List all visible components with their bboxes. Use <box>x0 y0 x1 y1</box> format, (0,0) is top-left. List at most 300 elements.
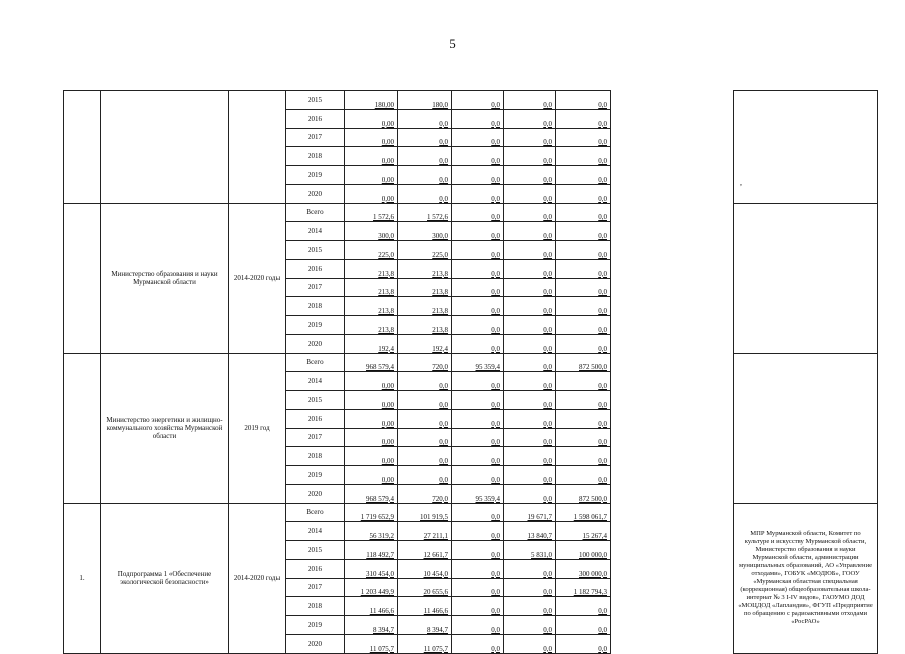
value-cell <box>398 334 452 353</box>
value-cell <box>345 109 398 128</box>
value-text: 27 211,1 <box>423 532 448 540</box>
year-cell: 2014 <box>286 522 345 541</box>
row-number <box>64 203 101 353</box>
executors <box>734 353 878 503</box>
year-cell: 2015 <box>286 541 345 560</box>
value-cell <box>398 166 452 185</box>
year-cell: 2018 <box>286 297 345 316</box>
value-text: 0,00 <box>381 382 394 390</box>
value-cell <box>504 522 556 541</box>
value-cell <box>504 409 556 428</box>
table-row <box>64 91 878 110</box>
value-text: 0,0 <box>543 344 552 353</box>
value-cell <box>345 128 398 147</box>
value-cell <box>504 184 556 203</box>
value-text: 56 319,2 <box>369 532 394 540</box>
value-cell <box>452 91 504 110</box>
value-cell <box>556 522 611 541</box>
value-cell <box>398 447 452 466</box>
value-cell <box>504 109 556 128</box>
value-text: 1 203 449,9 <box>360 588 394 597</box>
row-number: 1. <box>64 503 101 653</box>
value-text: 0,0 <box>439 438 448 447</box>
value-text: 11 466,6 <box>369 607 394 615</box>
value-cell <box>398 541 452 560</box>
table-row <box>64 203 878 222</box>
value-cell <box>504 541 556 560</box>
value-cell <box>504 91 556 110</box>
value-text: 300 000,0 <box>579 569 607 578</box>
value-cell <box>452 203 504 222</box>
value-cell <box>504 222 556 241</box>
value-text: 95 359,4 <box>475 363 500 372</box>
value-text: 0,0 <box>491 532 500 540</box>
year-cell: 2017 <box>286 278 345 297</box>
value-text: 213,8 <box>432 307 448 315</box>
value-text: 0,0 <box>491 475 500 484</box>
value-text: 0,0 <box>491 288 500 297</box>
value-cell <box>345 484 398 503</box>
value-cell <box>345 147 398 166</box>
value-text: 0,0 <box>491 250 500 259</box>
value-text: 0,0 <box>439 457 448 465</box>
value-cell <box>398 297 452 316</box>
year-cell: 2020 <box>286 184 345 203</box>
value-cell <box>504 353 556 372</box>
value-text: 0,0 <box>491 607 500 615</box>
year-cell: 2015 <box>286 91 345 110</box>
year-cell: 2015 <box>286 391 345 410</box>
value-cell <box>556 259 611 278</box>
period <box>229 91 286 204</box>
empty-column <box>611 503 734 653</box>
value-text: 0,0 <box>543 232 552 240</box>
value-text: 0,0 <box>439 194 448 203</box>
value-text: 0,0 <box>598 607 607 615</box>
value-cell <box>398 466 452 485</box>
value-text: 0,0 <box>598 119 607 128</box>
value-cell <box>504 391 556 410</box>
value-text: 11 466,6 <box>423 607 448 615</box>
value-cell <box>556 334 611 353</box>
value-text: 310 454,0 <box>366 569 394 578</box>
value-text: 101 919,5 <box>420 513 448 522</box>
executors <box>734 203 878 353</box>
value-cell <box>398 222 452 241</box>
value-text: 0,0 <box>598 138 607 147</box>
value-cell <box>398 559 452 578</box>
value-text: 0,0 <box>543 269 552 278</box>
value-text: 0,0 <box>543 644 552 653</box>
value-text: 1 572,6 <box>373 213 394 222</box>
year-cell: 2019 <box>286 616 345 635</box>
empty-column <box>611 353 734 503</box>
value-text: 0,0 <box>543 625 552 634</box>
row-number <box>64 353 101 503</box>
value-text: 0,0 <box>491 569 500 578</box>
value-text: 0,0 <box>491 194 500 203</box>
value-cell <box>504 259 556 278</box>
value-text: 8 394,7 <box>427 625 448 634</box>
value-text: 0,0 <box>543 569 552 578</box>
value-cell <box>556 428 611 447</box>
value-text: 872 500,0 <box>579 363 607 372</box>
value-text: 0,0 <box>439 175 448 184</box>
value-text: 0,00 <box>381 157 394 165</box>
value-cell <box>504 597 556 616</box>
value-cell <box>398 353 452 372</box>
value-text: 300,0 <box>378 232 394 240</box>
value-text: 300,0 <box>432 232 448 240</box>
value-cell <box>345 184 398 203</box>
value-text: 0,0 <box>439 119 448 128</box>
value-cell <box>398 241 452 260</box>
value-cell <box>556 466 611 485</box>
value-text: 0,00 <box>381 438 394 447</box>
value-text: 15 267,4 <box>582 532 607 540</box>
executors: МПР Мурманской области, Комитет по культуре и искусству Мурманской области, Министерство образования и науки Мурманской области, администрации муниципальных образований, АО «Управление отходами», ГОБУК «МОДЮБ», ГООУ «Мурманская областная специальная (коррекционная) общеобразовательная школа-интернат № 3 I-IV видов», ГАОУМО ДОД «МОЦДОД «Лапландия», ФГУП «Предприятие по обращению с радиоактивными отходами «РосРАО» <box>734 503 878 653</box>
value-text: 0,00 <box>381 400 394 409</box>
value-text: 0,0 <box>598 325 607 334</box>
program-name: Министерство энергетики и жилищно-коммунального хозяйства Мурманской области <box>101 353 229 503</box>
value-text: 0,0 <box>598 213 607 222</box>
value-cell <box>452 278 504 297</box>
value-text: 1 572,6 <box>427 213 448 222</box>
value-text: 0,0 <box>491 400 500 409</box>
program-name: Подпрограмма 1 «Обеспечение экологической безопасности» <box>101 503 229 653</box>
value-cell <box>556 578 611 597</box>
value-cell <box>504 559 556 578</box>
year-cell: 2019 <box>286 466 345 485</box>
value-cell <box>556 203 611 222</box>
value-text: 0,0 <box>598 438 607 447</box>
value-text: 5 831,0 <box>531 550 552 559</box>
value-cell <box>504 484 556 503</box>
period: 2019 год <box>229 353 286 503</box>
value-cell <box>556 447 611 466</box>
value-cell <box>345 91 398 110</box>
value-text: 0,00 <box>381 119 394 128</box>
value-cell <box>345 409 398 428</box>
value-cell <box>556 166 611 185</box>
value-text: 0,0 <box>543 607 552 615</box>
value-cell <box>398 203 452 222</box>
year-cell: 2015 <box>286 241 345 260</box>
value-cell <box>398 597 452 616</box>
value-cell <box>452 484 504 503</box>
year-cell: 2017 <box>286 578 345 597</box>
table-row <box>64 503 878 522</box>
value-text: 225,0 <box>432 250 448 259</box>
value-text: 0,0 <box>491 100 500 109</box>
value-text: 180,0 <box>432 100 448 109</box>
value-text: 0,0 <box>598 100 607 109</box>
value-text: 213,8 <box>432 269 448 278</box>
value-text: 0,0 <box>543 194 552 203</box>
value-text: 0,0 <box>598 175 607 184</box>
value-cell <box>398 278 452 297</box>
program-name <box>101 91 229 204</box>
value-cell <box>398 147 452 166</box>
value-text: 213,8 <box>378 288 394 297</box>
value-text: 0,0 <box>491 644 500 653</box>
value-cell <box>556 147 611 166</box>
value-text: 0,0 <box>598 288 607 297</box>
value-text: 0,0 <box>491 232 500 240</box>
value-text: 0,00 <box>381 457 394 465</box>
value-cell <box>398 91 452 110</box>
value-cell <box>452 316 504 335</box>
value-cell <box>452 616 504 635</box>
value-cell <box>556 241 611 260</box>
value-cell <box>556 353 611 372</box>
value-text: 100 000,0 <box>579 550 607 559</box>
value-cell <box>452 597 504 616</box>
value-cell <box>398 391 452 410</box>
value-cell <box>556 278 611 297</box>
value-text: 13 840,7 <box>527 532 552 540</box>
value-text: 0,0 <box>491 138 500 147</box>
value-cell <box>345 541 398 560</box>
year-cell: 2018 <box>286 597 345 616</box>
value-text: 213,8 <box>432 325 448 334</box>
value-cell <box>556 503 611 522</box>
value-cell <box>504 316 556 335</box>
value-text: 0,0 <box>491 625 500 634</box>
value-cell <box>452 297 504 316</box>
value-text: 0,0 <box>491 213 500 222</box>
value-cell <box>345 447 398 466</box>
value-text: 0,0 <box>491 382 500 390</box>
value-text: 0,0 <box>543 157 552 165</box>
value-cell <box>556 391 611 410</box>
value-text: 0,0 <box>543 307 552 315</box>
year-cell: 2019 <box>286 316 345 335</box>
value-cell <box>452 522 504 541</box>
value-cell <box>398 184 452 203</box>
value-text: 0,0 <box>439 138 448 147</box>
value-cell <box>345 391 398 410</box>
value-text: 0,0 <box>491 157 500 165</box>
value-cell <box>398 259 452 278</box>
value-text: 0,0 <box>543 494 552 503</box>
value-cell <box>556 109 611 128</box>
value-text: 0,0 <box>543 475 552 484</box>
value-text: 19 671,7 <box>527 513 552 522</box>
value-text: 0,0 <box>491 513 500 522</box>
value-cell <box>398 578 452 597</box>
value-cell <box>504 428 556 447</box>
value-text: 0,0 <box>598 625 607 634</box>
value-cell <box>556 316 611 335</box>
value-text: 720,0 <box>432 363 448 372</box>
value-cell <box>504 334 556 353</box>
value-text: 0,0 <box>439 157 448 165</box>
value-cell <box>452 109 504 128</box>
value-text: 192,4 <box>378 344 394 353</box>
value-cell <box>345 259 398 278</box>
value-cell <box>556 297 611 316</box>
executors <box>734 91 878 204</box>
budget-table <box>63 90 878 654</box>
year-cell: 2017 <box>286 428 345 447</box>
value-cell <box>345 522 398 541</box>
value-text: 0,0 <box>598 400 607 409</box>
value-text: 0,0 <box>439 475 448 484</box>
year-cell: 2016 <box>286 109 345 128</box>
value-text: 0,0 <box>491 588 500 597</box>
value-text: 0,0 <box>598 269 607 278</box>
value-cell <box>504 634 556 653</box>
value-text: 0,0 <box>543 419 552 428</box>
value-cell <box>556 184 611 203</box>
value-text: 0,0 <box>439 400 448 409</box>
value-cell <box>452 334 504 353</box>
value-text: 213,8 <box>378 325 394 334</box>
value-cell <box>345 316 398 335</box>
value-cell <box>504 503 556 522</box>
value-text: 0,0 <box>598 307 607 315</box>
value-text: 0,0 <box>491 457 500 465</box>
value-text: 0,0 <box>543 382 552 390</box>
value-cell <box>504 278 556 297</box>
value-text: 872 500,0 <box>579 494 607 503</box>
value-cell <box>345 372 398 391</box>
value-cell <box>398 128 452 147</box>
value-cell <box>452 578 504 597</box>
value-text: 8 394,7 <box>373 625 394 634</box>
value-text: 0,0 <box>598 157 607 165</box>
value-cell <box>345 241 398 260</box>
value-cell <box>345 597 398 616</box>
value-cell <box>345 578 398 597</box>
value-cell <box>345 334 398 353</box>
value-text: 95 359,4 <box>475 494 500 503</box>
value-text: 0,0 <box>543 457 552 465</box>
value-text: 0,0 <box>598 194 607 203</box>
value-text: 0,0 <box>598 382 607 390</box>
value-cell <box>556 634 611 653</box>
value-text: 0,0 <box>543 588 552 597</box>
value-cell <box>504 616 556 635</box>
value-text: 0,0 <box>543 363 552 372</box>
value-cell <box>452 541 504 560</box>
value-cell <box>345 297 398 316</box>
value-text: 0,0 <box>491 269 500 278</box>
value-text: 213,8 <box>378 307 394 315</box>
page-number: 5 <box>449 36 456 51</box>
value-cell <box>398 503 452 522</box>
year-cell: 2020 <box>286 484 345 503</box>
value-cell <box>345 166 398 185</box>
value-cell <box>504 578 556 597</box>
value-text: 0,0 <box>491 307 500 315</box>
table-row <box>64 353 878 372</box>
value-cell <box>504 297 556 316</box>
value-cell <box>452 391 504 410</box>
year-cell: 2018 <box>286 447 345 466</box>
year-cell: 2016 <box>286 559 345 578</box>
value-text: 0,0 <box>439 419 448 428</box>
value-cell <box>504 203 556 222</box>
value-text: 0,0 <box>543 100 552 109</box>
value-text: 11 075,7 <box>423 644 448 653</box>
value-text: 0,0 <box>598 475 607 484</box>
value-cell <box>504 128 556 147</box>
value-cell <box>452 184 504 203</box>
value-cell <box>452 147 504 166</box>
stray-mark: , <box>740 178 742 187</box>
value-cell <box>556 616 611 635</box>
value-text: 0,0 <box>491 344 500 353</box>
value-cell <box>398 522 452 541</box>
value-cell <box>398 316 452 335</box>
value-cell <box>452 503 504 522</box>
year-cell: 2016 <box>286 259 345 278</box>
value-text: 180,00 <box>374 100 394 109</box>
year-cell: 2016 <box>286 409 345 428</box>
value-text: 0,0 <box>543 438 552 447</box>
value-cell <box>398 484 452 503</box>
value-cell <box>452 372 504 391</box>
value-cell <box>398 409 452 428</box>
value-cell <box>556 128 611 147</box>
value-text: 0,00 <box>381 138 394 147</box>
value-cell <box>452 466 504 485</box>
value-cell <box>504 466 556 485</box>
year-cell: 2014 <box>286 372 345 391</box>
value-cell <box>345 278 398 297</box>
value-cell <box>504 372 556 391</box>
value-cell <box>452 634 504 653</box>
row-number <box>64 91 101 204</box>
value-text: 0,0 <box>491 550 500 559</box>
value-cell <box>452 222 504 241</box>
value-cell <box>504 147 556 166</box>
value-text: 10 454,0 <box>423 569 448 578</box>
value-text: 720,0 <box>432 494 448 503</box>
value-text: 12 661,7 <box>423 550 448 559</box>
value-text: 0,0 <box>543 119 552 128</box>
value-cell <box>345 428 398 447</box>
value-cell <box>452 259 504 278</box>
value-text: 0,0 <box>543 288 552 297</box>
value-cell <box>398 428 452 447</box>
year-cell: 2020 <box>286 334 345 353</box>
value-text: 0,0 <box>598 344 607 353</box>
value-text: 213,8 <box>378 269 394 278</box>
value-text: 0,0 <box>491 119 500 128</box>
year-cell: 2014 <box>286 222 345 241</box>
value-text: 0,0 <box>543 250 552 259</box>
program-name: Министерство образования и науки Мурманской области <box>101 203 229 353</box>
year-cell: Всего <box>286 353 345 372</box>
empty-column <box>611 203 734 353</box>
value-text: 1 182 794,3 <box>573 588 607 597</box>
value-text: 0,00 <box>381 419 394 428</box>
value-text: 11 075,7 <box>369 644 394 653</box>
value-text: 0,00 <box>381 194 394 203</box>
value-cell <box>452 409 504 428</box>
value-cell <box>345 353 398 372</box>
value-cell <box>556 559 611 578</box>
year-cell: 2018 <box>286 147 345 166</box>
value-text: 225,0 <box>378 250 394 259</box>
value-cell <box>556 597 611 616</box>
value-cell <box>452 353 504 372</box>
year-cell: Всего <box>286 503 345 522</box>
value-text: 192,4 <box>432 344 448 353</box>
